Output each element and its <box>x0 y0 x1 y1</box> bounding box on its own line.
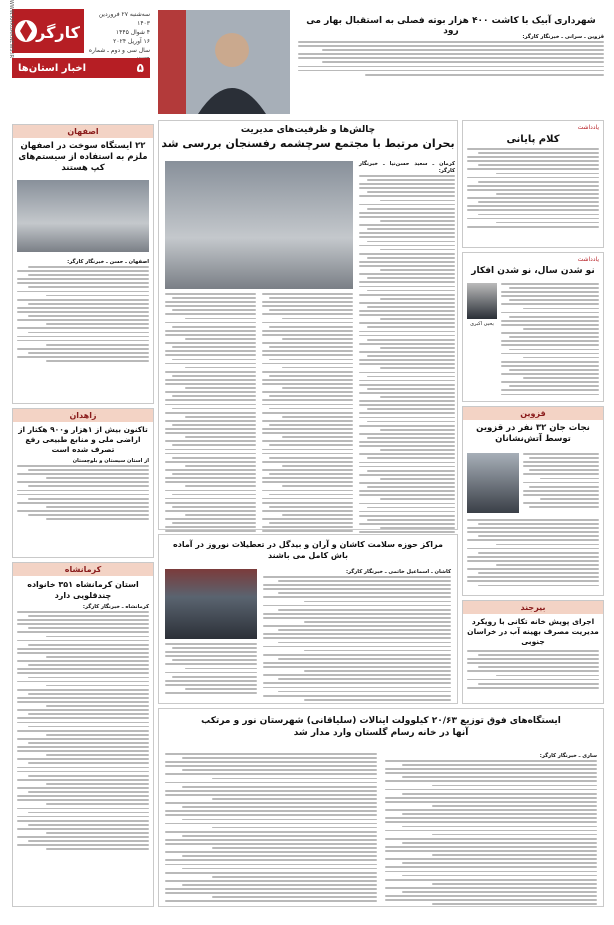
zahedan-headline: تاکنون بیش از ۱هزار و۹۰۰ هکتار از اراضی ملی و منابع طبیعی رفع تصرف شده است <box>18 425 148 454</box>
birjand-headline: اجرای پویش خانه تکانی با رویکرد مدیریت مصرف بهینه آب در خراسان جنوبی <box>467 617 599 646</box>
golestan-story <box>158 708 604 907</box>
section-banner <box>12 58 150 78</box>
top-story <box>158 6 604 118</box>
isfahan-label: اصفهان <box>13 125 153 138</box>
issue-date-hijri: ۴ شوال ۱۴۴۵ <box>115 29 150 36</box>
kerman-kicker: چالش‌ها و ظرفیت‌های مدیریت <box>240 125 376 135</box>
column-label: یادداشت <box>577 124 599 131</box>
golestan-headline: ایستگاه‌های فوق توزیع ۲۰/۶۳ کیلوولت اینالات (سلیاقانی) شهرستان نور و مرتکب آنها در خانه رسام گلستان وارد مدار شد <box>201 716 561 738</box>
kashan-dateline: کاشان ـ اسماعیل خاتمی ـ خبرنگار کارگر: <box>345 569 451 575</box>
column-label-row <box>463 121 603 134</box>
qazvin-story <box>462 406 604 596</box>
qazvin-portrait-photo <box>467 453 519 513</box>
kermanshah-dateline: کرمانشاه ـ خبرنگار کارگر: <box>82 604 149 610</box>
kermanshah-body <box>13 604 153 850</box>
kerman-body-right <box>359 161 455 535</box>
author-photo <box>467 283 497 319</box>
zahedan-story <box>12 408 154 558</box>
isfahan-story <box>12 124 154 404</box>
kerman-feature <box>158 120 458 530</box>
kashan-headline: مراکز حوزه سلامت کاشان و آران و بیدگل در تعطیلات نوروز در آماده باش کامل می باشند <box>173 540 443 560</box>
golestan-body <box>165 753 597 907</box>
kerman-headline: بحران مرتبط با مجتمع سرچشمه رفسنجان بررسی شد <box>161 137 455 150</box>
kermanshah-label: کرمانشاه <box>13 563 153 576</box>
vertical-url: WWW.KARGARNEWS.IR <box>8 0 15 59</box>
qazvin-headline: نجات جان ۳۲ نفر در قزوین توسط آتش‌نشانان <box>476 423 590 444</box>
issue-date-gregorian: ۱۶ آوریل ۲۰۲۴ <box>113 38 150 45</box>
issue-date: سه‌شنبه ۲۷ فروردین ۱۴۰۳ <box>98 11 150 27</box>
right-column-editorial <box>462 120 604 248</box>
right-column-notebook <box>462 252 604 402</box>
top-story-headline: شهرداری آبیک با کاشت ۴۰۰ هزار بوته فصلی به استقبال بهار می رود <box>306 16 596 36</box>
issue-number: سال سی و دوم ـ شماره <box>88 47 150 54</box>
isfahan-headline: ۲۲ ایستگاه سوخت در اصفهان ملزم به استفاده از سیستم‌های کپ هستند <box>18 141 148 173</box>
isfahan-meeting-photo <box>17 180 149 252</box>
kashan-portrait-photo <box>165 569 257 639</box>
portrait-photo-icon <box>158 10 290 114</box>
kashan-story <box>158 534 458 704</box>
kermanshah-story <box>12 562 154 907</box>
logo-text: کارگر <box>36 23 80 42</box>
kerman-dateline: کرمان ـ سعید حسن‌نیا ـ خبرنگار کارگر: <box>359 161 455 174</box>
kashan-body <box>263 569 451 703</box>
kermanshah-headline: استان کرمانشاه ۳۵۱ خانواده چندقلویی دارد <box>27 580 139 600</box>
portrait-frame <box>158 10 290 114</box>
newspaper-page <box>6 0 608 913</box>
author-name: یحیی اکبری <box>470 321 494 327</box>
golestan-dateline: ساری ـ خبرنگار کارگر: <box>539 753 597 759</box>
top-story-body <box>298 34 604 78</box>
logo-icon <box>12 9 84 53</box>
zahedan-dateline: از استان سیستان و بلوچستان <box>72 458 149 464</box>
top-story-dateline: قزوین ـ سرانی ـ خبرنگار کارگر: <box>522 34 604 40</box>
kerman-meeting-photo <box>165 161 353 289</box>
zahedan-label: زاهدان <box>13 409 153 422</box>
isfahan-body <box>17 259 149 364</box>
notebook-label: یادداشت <box>577 256 599 263</box>
birjand-label: بیرجند <box>463 601 603 614</box>
masthead <box>6 0 154 118</box>
kashan-body-lower <box>165 643 257 696</box>
issue-info <box>86 10 150 64</box>
zahedan-body <box>13 458 153 520</box>
birjand-story <box>462 600 604 704</box>
notebook-title: نو شدن سال، نو شدن افکار <box>471 266 595 276</box>
page-label: اخبار استان‌ها <box>18 62 87 74</box>
logo <box>12 9 84 53</box>
isfahan-dateline: اصفهان ـ حسن ـ خبرنگار کارگر: <box>67 259 149 265</box>
page-number: ۵ <box>136 61 144 75</box>
column-name: کلام پایانی <box>506 134 560 145</box>
qazvin-label: قزوین <box>463 407 603 420</box>
